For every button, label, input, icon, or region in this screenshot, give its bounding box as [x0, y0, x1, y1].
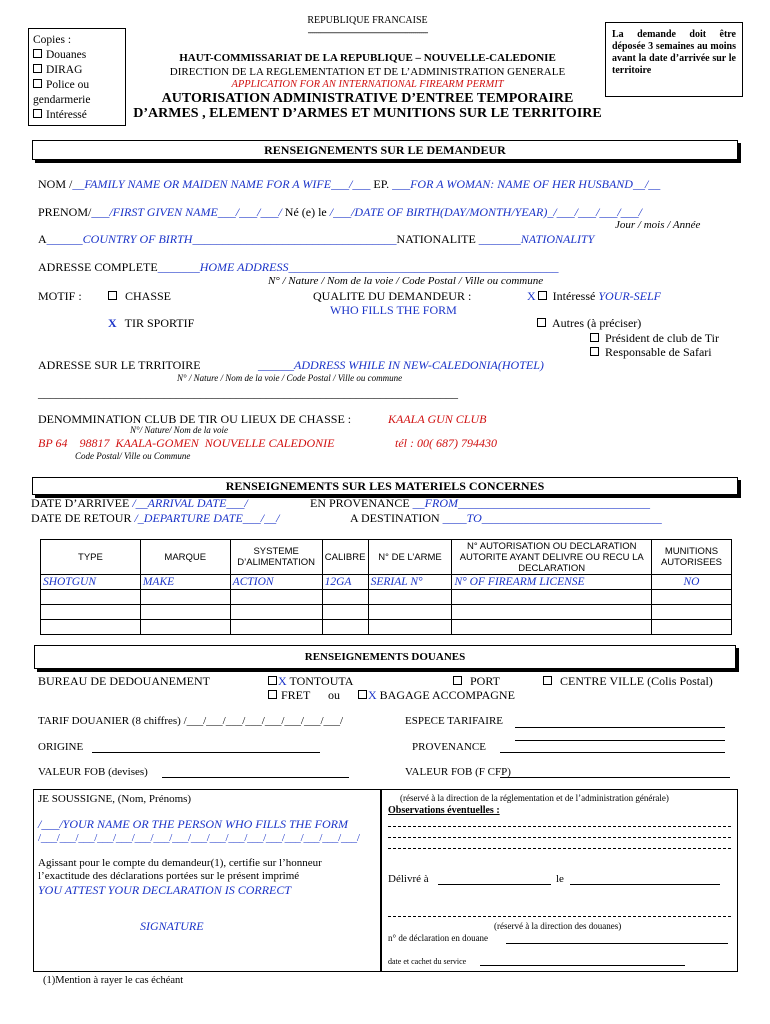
retour-row: DATE DE RETOUR /_DEPARTURE DATE___/__/	[31, 511, 280, 525]
check-mark-icon: X	[108, 316, 117, 330]
table-row	[41, 575, 732, 590]
cell-type[interactable]: SHOTGUN	[41, 575, 141, 590]
attest-note: YOU ATTEST YOUR DECLARATION IS CORRECT	[38, 883, 292, 897]
checkbox-icon	[268, 676, 277, 685]
republique-label: REPUBLIQUE FRANCAISE	[307, 15, 428, 26]
copies-box	[28, 28, 126, 126]
birthplace-row: A______COUNTRY OF BIRTH__________________________________NATIONALITE _______NATIONALITY	[38, 232, 595, 246]
adresse-territoire-field[interactable]: ______ADDRESS WHILE IN NEW-CALEDONIA(HOTEL)	[258, 358, 544, 372]
section-douanes-title: RENSEIGNEMENTS DOUANES	[34, 645, 736, 669]
copy-douanes[interactable]: Douanes	[33, 48, 125, 63]
valeur-fob-label: VALEUR FOB (devises)	[38, 766, 148, 778]
header-separator: ------------------------------------------------------------	[307, 27, 428, 37]
adresse-territoire-hint: N° / Nature / Nom de la voie / Code Postal / Ville ou commune	[177, 373, 403, 383]
who-fills-note: WHO FILLS THE FORM	[330, 303, 457, 317]
checkbox-icon	[537, 318, 546, 327]
application-title: APPLICATION FOR AN INTERNATIONAL FIREARM PERMIT	[231, 79, 504, 90]
checkbox-icon	[33, 79, 42, 88]
birthdate-field[interactable]: /___/DATE OF BIRTH(DAY/MONTH/YEAR)_/___/___/___/___/	[329, 205, 642, 219]
notice-box: La demande doit être déposée 3 semaines au moins avant la date d’arrivée sur le territoire	[605, 22, 743, 97]
espece-field[interactable]	[515, 727, 725, 728]
le-label: le	[556, 873, 564, 885]
section-demandeur-title: RENSEIGNEMENTS SUR LE DEMANDEUR	[32, 140, 738, 160]
club-tel-field[interactable]: tél : 00( 687) 794430	[395, 436, 497, 450]
qualite-label: QUALITE DU DEMANDEUR :	[313, 289, 472, 303]
copy-gendarmerie-label: gendarmerie	[33, 94, 91, 106]
checkbox-icon	[453, 676, 462, 685]
prenom-row: PRENOM/___/FIRST GIVEN NAME___/___/___/ Né (e) le /___/DATE OF BIRTH(DAY/MONTH/YEAR)_/___/___/___/___/	[38, 205, 642, 219]
arrival-field[interactable]: /__ARRIVAL DATE___/	[132, 496, 248, 510]
direction: DIRECTION DE LA REGLEMENTATION ET DE L’ADMINISTRATION GENERALE	[169, 66, 566, 78]
ep-field[interactable]: ___FOR A WOMAN: NAME OF HER HUSBAND__/__	[392, 177, 661, 191]
checkbox-icon	[590, 333, 599, 342]
club-address-field[interactable]: BP 64 98817 KAALA-GOMEN NOUVELLE CALEDONIE	[38, 436, 335, 450]
ou-label: ou	[328, 688, 340, 702]
num-declaration-field[interactable]	[506, 943, 728, 944]
checkbox-icon	[268, 690, 277, 699]
valeur-fob-field[interactable]	[162, 777, 349, 778]
provenance-field[interactable]: __FROM________________________________	[412, 496, 650, 510]
departure-field[interactable]: /_DEPARTURE DATE___/__/	[134, 511, 280, 525]
provenance-row: EN PROVENANCE __FROM________________________________	[310, 496, 650, 510]
form-title-2: D’ARMES , ELEMENT D’ARMES ET MUNITIONS SUR LE TERRITOIRE	[133, 106, 602, 121]
adresse-territoire-line[interactable]: ______________________________________________________________________	[38, 386, 458, 400]
soussigne-name-field[interactable]: /___/YOUR NAME OR THE PERSON WHO FILLS THE FORM	[38, 817, 348, 831]
haut-commissariat: HAUT-COMMISSARIAT DE LA REPUBLIQUE – NOUVELLE-CALEDONIE	[179, 52, 556, 64]
date-cachet-label: date et cachet du service	[388, 957, 467, 966]
tarif-field[interactable]: /___/___/___/___/___/___/___/___/	[183, 715, 344, 727]
qualite-interesse[interactable]: X Intéressé YOUR-SELF	[527, 289, 661, 303]
col-calibre: CALIBRE	[322, 540, 368, 575]
provenance-douane-label: PROVENANCE	[412, 741, 486, 753]
col-munitions: MUNITIONS AUTORISEES	[652, 540, 732, 575]
col-autorisation: N° AUTORISATION OU DECLARATION AUTORITE AYANT DELIVRE OU RECU LA DECLARATION	[452, 540, 652, 575]
prenom-field[interactable]: ___/FIRST GIVEN NAME___/___/___/	[91, 205, 282, 219]
cell-marque[interactable]: MAKE	[140, 575, 230, 590]
form-title-1: AUTORISATION ADMINISTRATIVE D’ENTREE TEMPORAIRE	[161, 91, 574, 106]
agissant-line-1: Agissant pour le compte du demandeur(1), certifie sur l’honneur	[38, 857, 322, 869]
club-hint: N°/ Nature/ Nom de la voie	[130, 425, 229, 435]
observations-line-3[interactable]	[388, 848, 731, 849]
checkbox-icon	[543, 676, 552, 685]
soussigne-slashes[interactable]: /___/___/___/___/___/___/___/___/___/___/___/___/___/___/___/___/___/	[38, 832, 360, 844]
observations-line-2[interactable]	[388, 837, 731, 838]
destination-row: A DESTINATION ____TO______________________________	[350, 511, 662, 525]
checkbox-icon	[33, 64, 42, 73]
reserve-douanes-note: (réservé à la direction des douanes)	[494, 921, 622, 931]
club-hint-2: Code Postal/ Ville ou Commune	[75, 451, 191, 461]
cell-systeme[interactable]: ACTION	[230, 575, 322, 590]
administration-box	[381, 789, 738, 972]
bureau-bagage[interactable]: X BAGAGE ACCOMPAGNE	[358, 688, 515, 703]
bureau-port[interactable]: PORT	[453, 674, 500, 689]
col-marque: MARQUE	[140, 540, 230, 575]
motif-tir-sportif[interactable]: X TIR SPORTIF	[108, 316, 195, 330]
valeur-fob-cfp-field[interactable]	[500, 777, 730, 778]
reserve-direction-note: (réservé à la direction de la réglementation et de l’administration générale)	[400, 793, 669, 803]
bureau-fret[interactable]: FRET	[268, 688, 310, 703]
bureau-centre-ville[interactable]: CENTRE VILLE (Colis Postal)	[543, 674, 713, 689]
checkbox-icon	[358, 690, 367, 699]
provenance-douane-field[interactable]	[500, 752, 725, 753]
motif-label: MOTIF :	[38, 289, 82, 303]
copy-dirag[interactable]: DIRAG	[33, 63, 125, 78]
qualite-autres[interactable]: Autres (à préciser)	[537, 316, 641, 331]
birthplace-field[interactable]: ______COUNTRY OF BIRTH__________________________________	[46, 232, 397, 246]
espece-field-2[interactable]	[515, 740, 725, 741]
address-hint: N° / Nature / Nom de la voie / Code Postal / Ville ou commune	[268, 275, 544, 287]
qualite-responsable[interactable]: Responsable de Safari	[590, 345, 712, 360]
je-soussigne-label: JE SOUSSIGNE, (Nom, Prénoms)	[38, 793, 192, 805]
nationality-field[interactable]: _______NATIONALITY	[478, 232, 595, 246]
qualite-president[interactable]: Président de club de Tir	[590, 331, 719, 346]
valeur-fob-cfp-label: VALEUR FOB (F CFP)	[405, 766, 511, 778]
nom-field[interactable]: __FAMILY NAME OR MAIDEN NAME FOR A WIFE___/___	[72, 177, 371, 191]
cell-autorisation[interactable]: N° OF FIREARM LICENSE	[452, 575, 652, 590]
declaration-box	[33, 789, 381, 972]
douanes-separator	[388, 916, 731, 917]
footnote: (1)Mention à rayer le cas échéant	[43, 975, 184, 986]
signature-field[interactable]: SIGNATURE	[140, 919, 204, 933]
checkbox-icon	[538, 291, 547, 300]
address-row: ADRESSE COMPLETE_______HOME ADDRESS_____________________________________________	[38, 260, 559, 274]
checkbox-icon	[590, 347, 599, 356]
copies-label: Copies :	[33, 34, 72, 46]
bureau-tontouta[interactable]: X TONTOUTA	[268, 674, 353, 689]
adresse-territoire-row: ADRESSE SUR LE TRRITOIRE	[38, 358, 201, 372]
le-field[interactable]	[570, 884, 720, 885]
bureau-label: BUREAU DE DEDOUANEMENT	[38, 674, 210, 688]
nom-row: NOM /__FAMILY NAME OR MAIDEN NAME FOR A WIFE___/___ EP. ___FOR A WOMAN: NAME OF HER HUSBAND__/__	[38, 177, 661, 191]
origine-label: ORIGINE	[38, 741, 84, 753]
destination-field[interactable]: ____TO______________________________	[442, 511, 662, 525]
cell-numero[interactable]: SERIAL N°	[368, 575, 452, 590]
cell-calibre[interactable]: 12GA	[322, 575, 368, 590]
address-field[interactable]: _______HOME ADDRESS_____________________________________________	[157, 260, 559, 274]
checkbox-icon	[108, 291, 117, 300]
espece-label: ESPECE TARIFAIRE	[405, 715, 504, 727]
arrivee-row: DATE D’ARRIVEE /__ARRIVAL DATE___/	[31, 496, 248, 510]
checkbox-icon	[33, 109, 42, 118]
table-row[interactable]	[41, 620, 732, 635]
table-row[interactable]	[41, 590, 732, 605]
tarif-row: TARIF DOUANIER (8 chiffres) /___/___/___/___/___/___/___/___/	[38, 715, 344, 727]
agissant-line-2: l’exactitude des déclarations portées sur le présent imprimé	[38, 870, 300, 882]
delivre-field[interactable]	[438, 884, 551, 885]
table-row[interactable]	[41, 605, 732, 620]
motif-chasse[interactable]: CHASSE	[108, 289, 171, 304]
col-type: TYPE	[41, 540, 141, 575]
cell-munitions[interactable]: NO	[652, 575, 732, 590]
col-numero: N° DE L’ARME	[368, 540, 452, 575]
club-label: DENOMMINATION CLUB DE TIR OU LIEUX DE CHASSE :	[38, 412, 352, 426]
observations-line-1[interactable]	[388, 826, 731, 827]
col-systeme: SYSTEME D’ALIMENTATION	[230, 540, 322, 575]
section-materiels-title: RENSEIGNEMENTS SUR LES MATERIELS CONCERNES	[32, 477, 738, 495]
checkbox-icon	[33, 49, 42, 58]
observations-label: Observations éventuelles :	[388, 805, 500, 816]
copy-interesse[interactable]: Intéressé	[33, 108, 125, 123]
materiels-table	[40, 539, 732, 635]
num-declaration-label: n° de déclaration en douane	[388, 933, 489, 943]
table-header-row	[41, 540, 732, 575]
copy-police[interactable]: Police ou	[33, 78, 125, 93]
origine-field[interactable]	[92, 752, 320, 753]
club-field[interactable]: KAALA GUN CLUB	[388, 412, 487, 426]
date-cachet-field[interactable]	[480, 965, 685, 966]
date-format-hint: Jour / mois / Année	[615, 219, 701, 231]
delivre-label: Délivré à	[388, 873, 429, 885]
